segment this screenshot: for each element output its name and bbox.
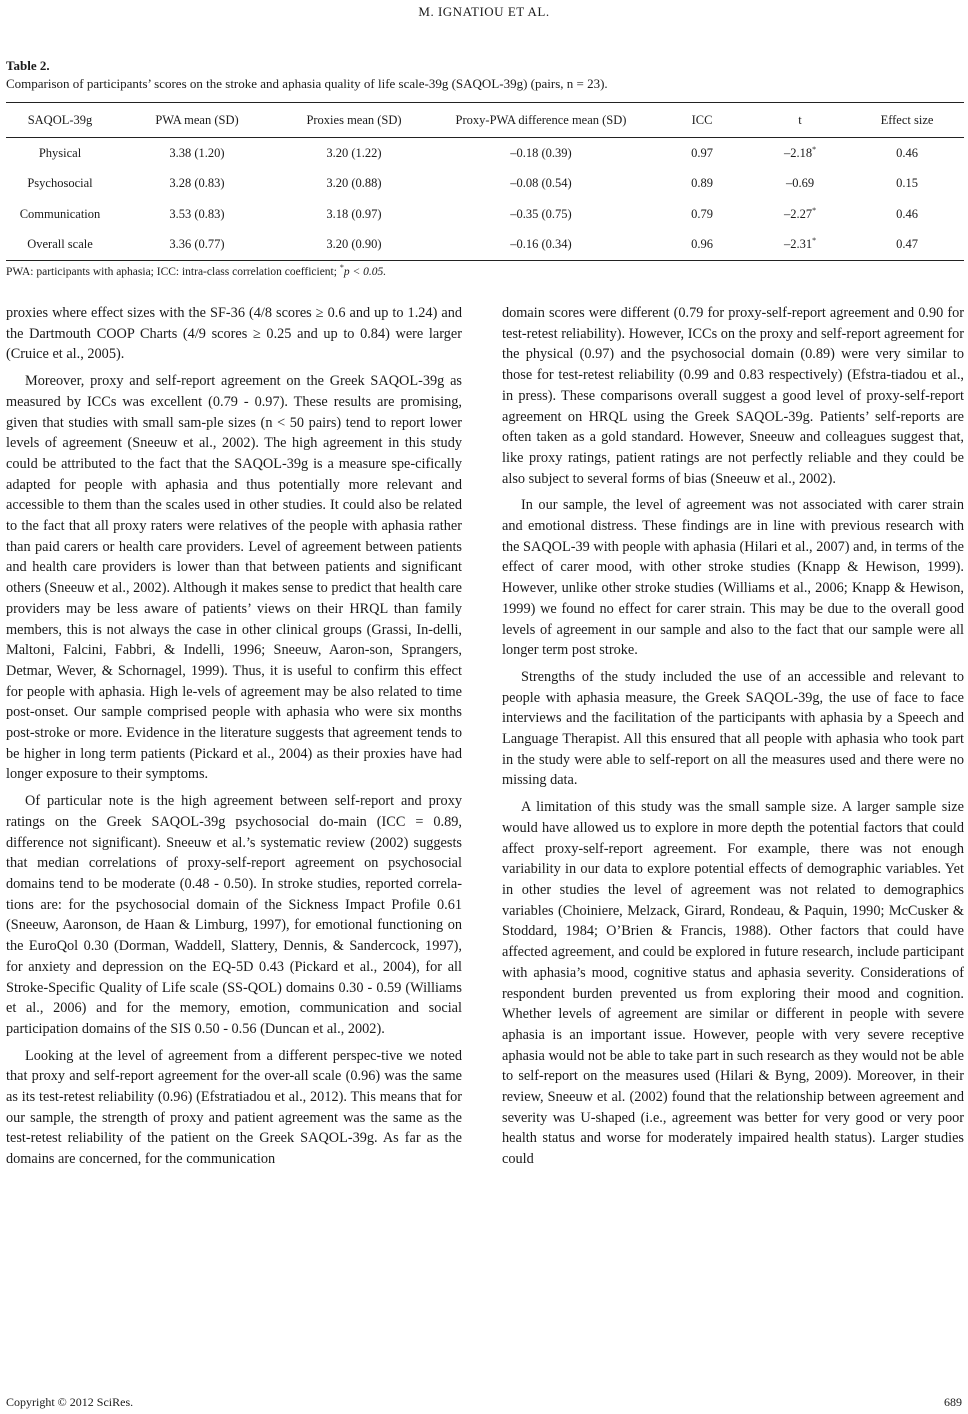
table-cell-t	[750, 169, 850, 200]
t-value: –2.27	[783, 206, 813, 221]
right-column	[502, 303, 964, 1170]
paragraph: Moreover, proxy and self-report agreement on the Greek SAQOL-39g as measured by ICCs was excellent (0.79 - 0.97). These results are promising, given that studies with small sam-ple sizes (n < 50 pairs) tend to report lower levels of agreement (Sneeuw et al., 2002). The high agreement in this study could be attributed to the fact that the SAQOL-39g is a measure spe-cifically adapted for people with aphasia and thus potentially more relevant and accessible to them than the scales used in other studies. It could also be related to the fact that all proxy raters were relatives of the people with aphasia rather than paid carers or health care providers. Level of agreement between patients and health care providers is lower than that between patients and significant others (Sneeuw et al., 2002). Although it makes sense to predict that health care providers may be less aware of patients’ views on their HRQL than family members, this is not always the case in other clinical groups (Grassi, In-delli, Maltoni, Falcini, Fabbri, & Indelli, 1996; Sneeuw, Aaron-son, Sprangers, Detmar, Wever, & Schornagel, 1999). Thus, it is useful to confirm this effect for people with aphasia. High le-vels of agreement may be also related to time post-onset. Our sample comprised people with aphasia who were six months post-stroke or more. Evidence in the literature suggests that agreement tends to be higher in long term patients (Pickard et al., 2004) as their proxies have had longer exposure to their symptoms.	[6, 373, 462, 783]
table-row	[6, 230, 964, 261]
significance-mark: *	[812, 144, 817, 154]
table-cell: Physical	[38, 145, 82, 160]
table-title: Table 2.	[6, 58, 50, 73]
paragraph: A limitation of this study was the small sample size. A larger sample size would have allowed us to explore in more depth the potential factors that could affect proxy-self-report agreement. For example, there was not enough variability in our data to explore potential effects of demographic variables. Yet in other studies the level of agreement was not related to demographics variables (Choiniere, Melzack, Girard, Rondeau, & Paquin, 1990; McCusker & Stoddard, 1984; O’Brien & Francis, 1988). Other factors that could have affected agreement, and could be explored in future research, include participant with aphasia’s mood, cognitive status and aphasia severity. Considerations of respondent burden prevented us from exploring their mood and cognition. Whether levels of agreement are similar or different in people with severe aphasia is an important issue. However, people with very severe receptive aphasia would not be able to take part in such research as they would not be able to self-report on the measures used (Hilari & Byng, 2009). Moreover, in their review, Sneeuw et al. (2002) found that the relationship between agreement and severity was U-shaped (i.e., agreement was better for very good or very poor health status and worse for moderately impaired health status). Larger studies could	[502, 799, 964, 1168]
table-note	[6, 263, 386, 278]
note-star: *	[339, 263, 344, 272]
table-cell: 0.46	[896, 145, 918, 160]
paragraph: proxies where effect sizes with the SF-36 (4/8 scores ≥ 0.6 and up to 1.24) and the Dartmouth COOP Charts (4/9 scores ≥ 0.25 and up to 0.84) were larger (Cruice et al., 2005).	[6, 305, 462, 363]
header-cell: SAQOL-39g	[6, 103, 114, 138]
table-cell: 0.89	[691, 176, 713, 191]
comparison-table	[6, 102, 964, 261]
header-cell: Effect size	[850, 103, 964, 138]
table-cell: 3.38 (1.20)	[169, 145, 225, 160]
table-cell: 0.96	[654, 230, 750, 261]
table-cell-t	[750, 199, 850, 230]
note-significance: p < 0.05.	[343, 265, 387, 278]
header-cell: Proxy-PWA difference mean (SD)	[428, 103, 654, 138]
table-header-row	[6, 103, 964, 138]
paragraph: Looking at the level of agreement from a different perspec-tive we noted that proxy and self-report agreement for the over-all scale (0.96) was the same as its test-retest reliability (0.96) (Efstratiadou et al., 2012). This means that for our sample, the strength of proxy and patient agreement was the same as the test-retest reliability of the patient on the Greek SAQOL-39g. As far as the domains are concerned, for the communication	[6, 1047, 462, 1168]
table-cell: 0.46	[896, 206, 918, 221]
table-cell: 3.20 (0.90)	[280, 230, 428, 261]
copyright-footer: Copyright © 2012 SciRes.	[6, 1395, 134, 1409]
paragraph: Strengths of the study included the use of an accessible and relevant to people with aphasia measure, the Greek SAQOL-39g, the use of face to face interviews and the facilitation of the participants with aphasia by a Speech and Language Therapist. All this ensured that all people with aphasia who took part in the study were able to self-report on all the measures used and there were no missing data.	[502, 668, 964, 789]
table-cell: Communication	[19, 206, 101, 221]
header-cell: t	[750, 103, 850, 138]
left-column	[6, 303, 462, 1170]
table-caption: Comparison of participants’ scores on the stroke and aphasia quality of life scale-39g (SAQOL-39g) (pairs, n = 23).	[6, 76, 608, 91]
table-cell: 3.18 (0.97)	[326, 206, 382, 221]
table-cell: 0.15	[896, 176, 918, 191]
header-cell: ICC	[654, 103, 750, 138]
header-cell: PWA mean (SD)	[114, 103, 280, 138]
t-value: –2.31	[783, 237, 813, 252]
table-cell: 3.20 (1.22)	[326, 145, 382, 160]
running-head: M. IGNATIOU ET AL.	[418, 4, 550, 19]
note-abbreviations: PWA: participants with aphasia; ICC: intra-class correlation coefficient;	[6, 265, 340, 278]
table-cell: 3.28 (0.83)	[169, 176, 225, 191]
paragraph: In our sample, the level of agreement was not associated with carer strain and emotional distress. These findings are in line with previous research with the SAQOL-39 with people with aphasia (Hilari et al., 2007) and, in terms of the effect of carer mood, with other stroke studies (Knapp & Hewison, 1999). However, unlike other stroke studies (Williams et al., 2006; Knapp & Hewison, 1999) we found no effect for carer strain. This may be due to the overall good levels of agreement in our sample and also to the fact that our sample were all longer term post stroke.	[502, 497, 964, 659]
table-cell: –0.16 (0.34)	[428, 230, 654, 261]
table-cell: –0.08 (0.54)	[510, 176, 572, 191]
table-cell-t	[750, 138, 850, 169]
table-cell: –0.35 (0.75)	[510, 206, 572, 221]
significance-mark: *	[812, 236, 817, 246]
table-cell: –0.18 (0.39)	[510, 145, 572, 160]
header-cell: Proxies mean (SD)	[280, 103, 428, 138]
page-number: 689	[944, 1395, 962, 1409]
table-row	[6, 169, 964, 200]
table-row	[6, 199, 964, 230]
table-cell: 3.36 (0.77)	[114, 230, 280, 261]
table-cell: 3.20 (0.88)	[326, 176, 382, 191]
paragraph: Of particular note is the high agreement between self-report and proxy ratings on the Greek SAQOL-39g psychosocial do-main (ICC = 0.89, difference not significant). Sneeuw et al.’s systematic review (2002) suggests that median correlations of proxy-self-report agreement on psychosocial domains tend to be moderate (0.48 - 0.50). In stroke studies, reported correla-tions are: for the psychosocial domain of the Sickness Impact Profile 0.61 (Sneeuw, Aaronson, de Haan & Limburg, 1997), for emotional functioning on the EuroQol 0.30 (Dorman, Waddell, Slattery, Dennis, & Sandercock, 1997), for anxiety and depression on the EQ-5D 0.43 (Pickard et al., 2004), for all Stroke-Specific Quality of Life scale (SS-QOL) domains 0.30 - 0.59 (Williams et al., 2006) and for the memory, emotion, communication and social participation domains of the SIS 0.50 - 0.56 (Duncan et al., 2002).	[6, 793, 462, 1037]
table-cell: Psychosocial	[27, 176, 93, 191]
table-cell: 3.53 (0.83)	[169, 206, 225, 221]
t-value: –0.69	[785, 176, 815, 191]
table-cell: 0.79	[691, 206, 713, 221]
table-cell: 0.47	[850, 230, 964, 261]
table-row	[6, 138, 964, 169]
paragraph: domain scores were different (0.79 for proxy-self-report agreement and 0.90 for test-retest reliability). However, ICCs on the proxy and self-report agreement for the physical (0.97) and the psychosocial domain (0.89) were very similar to those for test-retest reliability (0.99 and 0.83 respectively) (Efstra-tiadou et al., in press). These comparisons overall suggest a good level of proxy-self-report agreement on HRQL using the Greek SAQOL-39g. Patients’ self-reports are often taken as a gold standard. However, Sneeuw and colleagues suggest that, like proxy ratings, patient ratings are not perfectly reliable and they could be also subject to several forms of bias (Sneeuw et al., 2002).	[502, 305, 964, 487]
table-cell: 0.97	[691, 145, 713, 160]
t-value: –2.18	[783, 145, 813, 160]
significance-mark: *	[812, 205, 817, 215]
table-cell-t	[750, 230, 850, 261]
table-cell: Overall scale	[6, 230, 114, 261]
